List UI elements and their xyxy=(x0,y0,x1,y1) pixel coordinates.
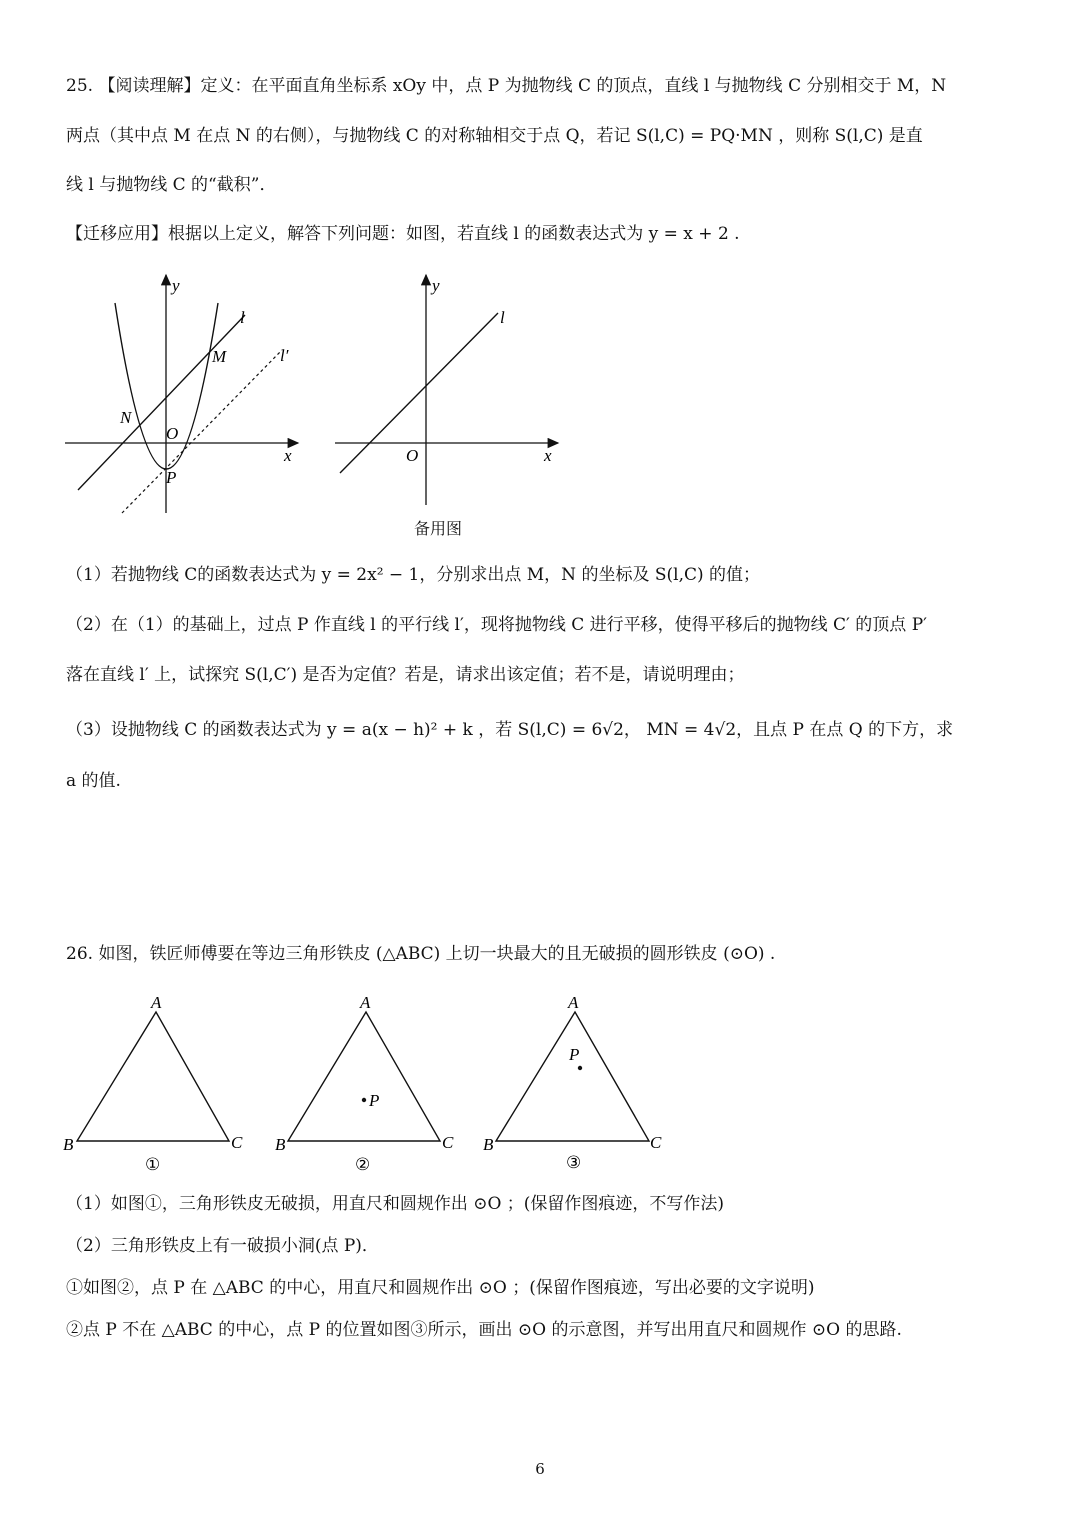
triangle-3 xyxy=(496,1012,649,1141)
label-l-prime: l′ xyxy=(280,346,289,365)
tri3-label-b: B xyxy=(483,1135,494,1154)
q25-line2: 两点（其中点 M 在点 N 的右侧），与抛物线 C 的对称轴相交于点 Q，若记 S(l,C) = PQ·MN ，则称 S(l,C) 是直 xyxy=(66,126,923,146)
backup-caption: 备用图 xyxy=(414,519,463,538)
tri2-label-p: P xyxy=(369,1091,380,1110)
q26-part1: （1）如图①，三角形铁皮无破损，用直尺和圆规作出 ⊙O ；(保留作图痕迹，不写作法) xyxy=(66,1194,725,1214)
q25-line3: 线 l 与抛物线 C 的“截积”． xyxy=(66,175,277,195)
tri2-point-p xyxy=(362,1098,366,1102)
page-number: 6 xyxy=(535,1460,545,1478)
q25-figure-backup xyxy=(330,265,570,510)
label-y-backup: y xyxy=(432,276,440,295)
label-x-backup: x xyxy=(544,446,552,465)
tri1-label-a: A xyxy=(151,993,162,1012)
q25-part3b: a 的值. xyxy=(66,771,121,791)
tri3-point-p xyxy=(578,1066,582,1070)
label-o-backup: O xyxy=(406,446,419,465)
triangle-1 xyxy=(77,1012,229,1141)
fig-num-2: ② xyxy=(355,1155,371,1174)
label-o: O xyxy=(166,424,179,443)
label-x: x xyxy=(284,446,292,465)
q25-part2b: 落在直线 l′ 上，试探究 S(l,C′) 是否为定值？若是，请求出该定值；若不是，请说明理由； xyxy=(66,665,745,685)
tri3-label-c: C xyxy=(650,1133,662,1152)
label-p: P xyxy=(166,468,177,487)
q25-line1: 25. 【阅读理解】定义：在平面直角坐标系 xOy 中，点 P 为抛物线 C 的顶点，直线 l 与抛物线 C 分别相交于 M，N xyxy=(66,76,947,96)
q26-part2: （2）三角形铁皮上有一破损小洞(点 P)． xyxy=(66,1236,379,1256)
label-n: N xyxy=(120,408,132,427)
label-l-backup: l xyxy=(500,308,505,327)
line-l-backup xyxy=(340,313,498,473)
label-m: M xyxy=(212,347,227,366)
q26-figures xyxy=(55,990,695,1180)
fig-num-3: ③ xyxy=(566,1153,582,1172)
q25-part2a: （2）在（1）的基础上，过点 P 作直线 l 的平行线 l′，现将抛物线 C 进行平移，使得平移后的抛物线 C′ 的顶点 P′ xyxy=(66,615,928,635)
label-l: l xyxy=(240,308,245,327)
tri2-label-b: B xyxy=(275,1135,286,1154)
tri3-label-a: A xyxy=(568,993,579,1012)
q26-part2-2: ②点 P 不在 △ABC 的中心，点 P 的位置如图③所示，画出 ⊙O 的示意图，并写出用直尺和圆规作 ⊙O 的思路. xyxy=(66,1320,902,1340)
q25-part3a: （3）设抛物线 C 的函数表达式为 y = a(x − h)² + k ，若 S(l,C) = 6√2， MN = 4√2，且点 P 在点 Q 的下方，求 xyxy=(66,720,954,740)
q26-line1: 26. 如图，铁匠师傅要在等边三角形铁皮 (△ABC) 上切一块最大的且无破损的圆形铁皮 (⊙O) . xyxy=(66,944,776,964)
q25-figure-main xyxy=(60,265,310,525)
q26-part2-1: ①如图②，点 P 在 △ABC 的中心，用直尺和圆规作出 ⊙O ；(保留作图痕迹，写出必要的文字说明) xyxy=(66,1278,815,1298)
tri3-label-p: P xyxy=(569,1045,580,1064)
tri1-label-b: B xyxy=(63,1135,74,1154)
line-l-prime xyxy=(122,350,282,513)
line-l xyxy=(78,315,245,490)
tri1-label-c: C xyxy=(231,1133,243,1152)
label-y: y xyxy=(172,276,180,295)
triangle-2 xyxy=(288,1012,440,1141)
q25-part1: （1）若抛物线 C的函数表达式为 y = 2x² − 1，分别求出点 M，N 的坐标及 S(l,C) 的值； xyxy=(66,565,761,585)
tri2-label-c: C xyxy=(442,1133,454,1152)
q25-line4: 【迁移应用】根据以上定义，解答下列问题：如图，若直线 l 的函数表达式为 y = x + 2 . xyxy=(66,224,740,244)
fig-num-1: ① xyxy=(145,1155,161,1174)
tri2-label-a: A xyxy=(360,993,371,1012)
